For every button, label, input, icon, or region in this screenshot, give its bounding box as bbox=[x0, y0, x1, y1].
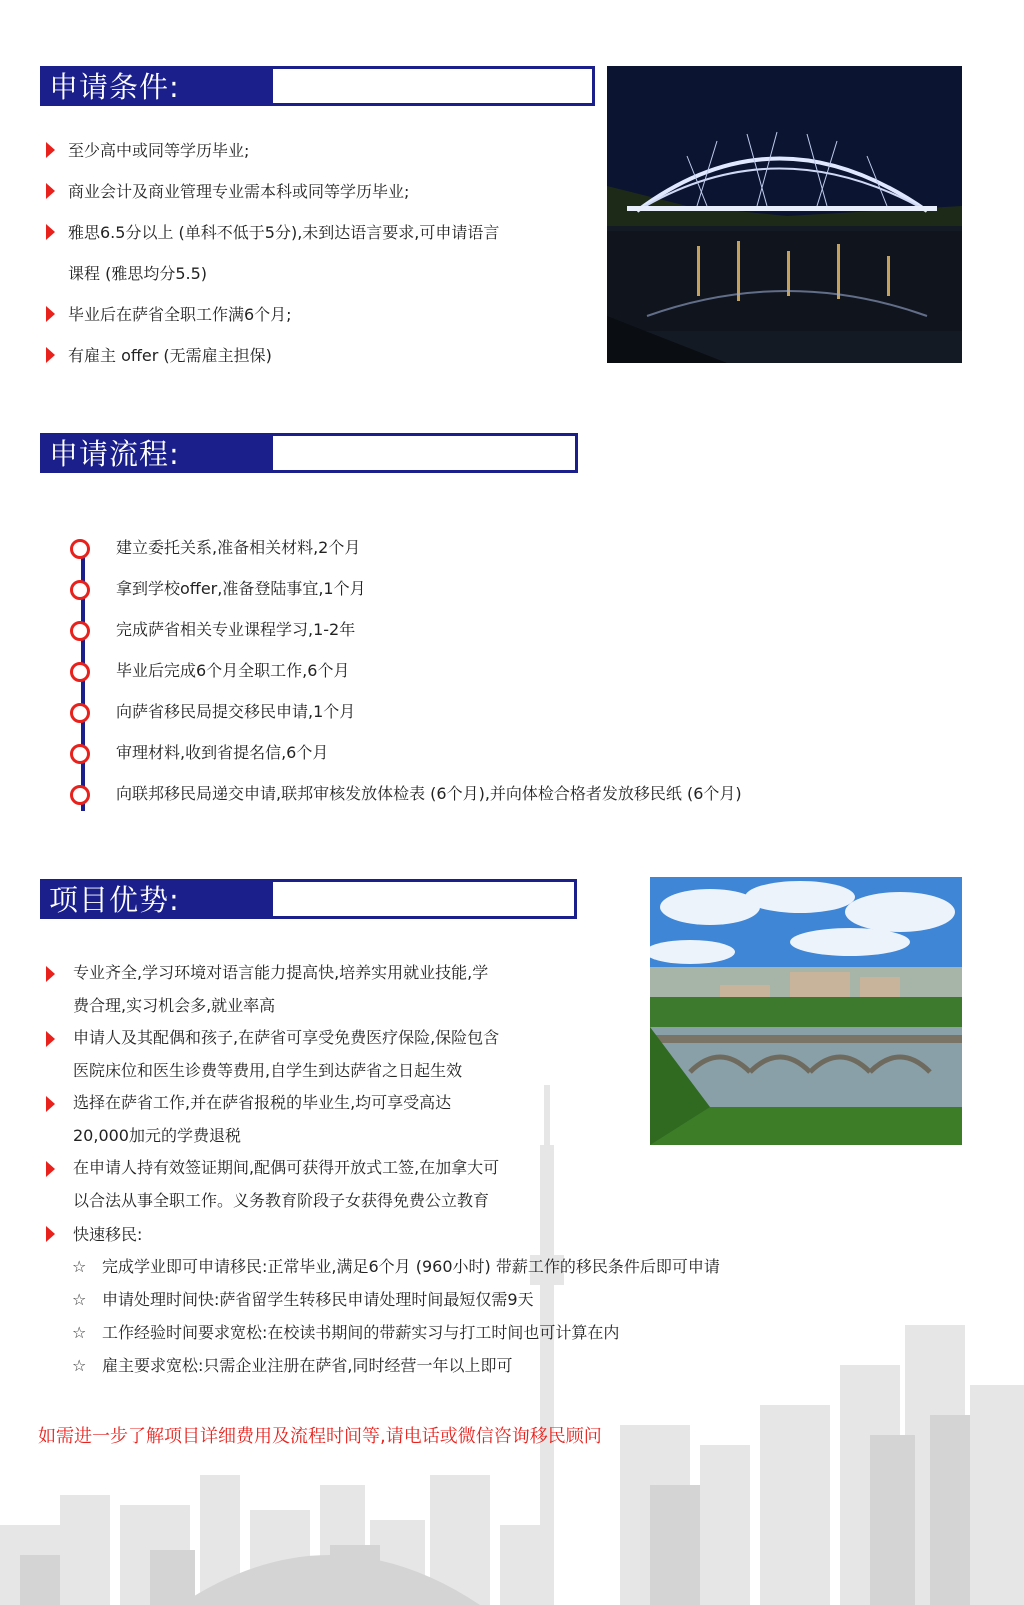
list-item: 选择在萨省工作,并在萨省报税的毕业生,均可享受高达 20,000加元的学费退税 bbox=[46, 1092, 586, 1157]
star-icon: ☆ bbox=[72, 1290, 87, 1309]
bullet-arrow-icon bbox=[46, 1161, 55, 1177]
timeline-dot-icon bbox=[70, 744, 90, 764]
timeline-dot-icon bbox=[70, 785, 90, 805]
process-header bbox=[40, 433, 578, 473]
bullet-arrow-icon bbox=[46, 306, 55, 322]
contact-note: 如需进一步了解项目详细费用及流程时间等,请电话或微信咨询移民顾问 bbox=[38, 1426, 602, 1447]
conditions-title: 申请条件: bbox=[49, 70, 180, 104]
bullet-arrow-icon bbox=[46, 142, 55, 158]
bullet-arrow-icon bbox=[46, 1226, 55, 1242]
list-item: 毕业后在萨省全职工作满6个月; bbox=[46, 302, 606, 343]
list-item: 商业会计及商业管理专业需本科或同等学历毕业; bbox=[46, 179, 606, 220]
fast-immigration-list bbox=[72, 1254, 720, 1386]
timeline-dot-icon bbox=[70, 539, 90, 559]
bullet-arrow-icon bbox=[46, 183, 55, 199]
bullet-arrow-icon bbox=[46, 347, 55, 363]
process-title: 申请流程: bbox=[49, 437, 180, 471]
bridge-night-photo bbox=[607, 66, 962, 363]
list-item: 有雇主 offer (无需雇主担保) bbox=[46, 343, 606, 384]
list-item: ☆ 申请处理时间快:萨省留学生转移民申请处理时间最短仅需9天 bbox=[72, 1290, 534, 1309]
list-item: 申请人及其配偶和孩子,在萨省可享受免费医疗保险,保险包含 医院床位和医生诊费等费用,自学生到达萨省之日起生效 bbox=[46, 1027, 586, 1092]
advantages-title: 项目优势: bbox=[49, 883, 180, 917]
timeline-dot-icon bbox=[70, 662, 90, 682]
list-item: ☆ 完成学业即可申请移民:正常毕业,满足6个月 (960小时) 带薪工作的移民条件后即可申请 bbox=[72, 1257, 720, 1276]
star-icon: ☆ bbox=[72, 1356, 87, 1375]
star-icon: ☆ bbox=[72, 1323, 87, 1342]
bullet-arrow-icon bbox=[46, 1096, 55, 1112]
list-item: 至少高中或同等学历毕业; bbox=[46, 138, 606, 179]
timeline-dot-icon bbox=[70, 580, 90, 600]
list-item-continuation: 课程 (雅思均分5.5) bbox=[68, 264, 208, 283]
timeline-dot-icon bbox=[70, 703, 90, 723]
list-item: ☆ 雇主要求宽松:只需企业注册在萨省,同时经营一年以上即可 bbox=[72, 1356, 513, 1375]
bullet-arrow-icon bbox=[46, 224, 55, 240]
list-item: 雅思6.5分以上 (单科不低于5分),未到达语言要求,可申请语言 bbox=[46, 220, 606, 261]
city-river-photo bbox=[650, 877, 962, 1145]
star-icon: ☆ bbox=[72, 1257, 87, 1276]
list-item: 快速移民: bbox=[46, 1222, 586, 1252]
conditions-header bbox=[40, 66, 595, 106]
list-item: 专业齐全,学习环境对语言能力提高快,培养实用就业技能,学 费合理,实习机会多,就业率高 bbox=[46, 962, 586, 1027]
list-item: ☆ 工作经验时间要求宽松:在校读书期间的带薪实习与打工时间也可计算在内 bbox=[72, 1323, 620, 1342]
bullet-arrow-icon bbox=[46, 966, 55, 982]
advantages-header bbox=[40, 879, 577, 919]
conditions-list bbox=[46, 138, 606, 384]
bullet-arrow-icon bbox=[46, 1031, 55, 1047]
advantages-list bbox=[46, 962, 586, 1252]
list-item: 在申请人持有效签证期间,配偶可获得开放式工签,在加拿大可 以合法从事全职工作。义务教育阶段子女获得免费公立教育 bbox=[46, 1157, 586, 1222]
timeline-dot-icon bbox=[70, 621, 90, 641]
